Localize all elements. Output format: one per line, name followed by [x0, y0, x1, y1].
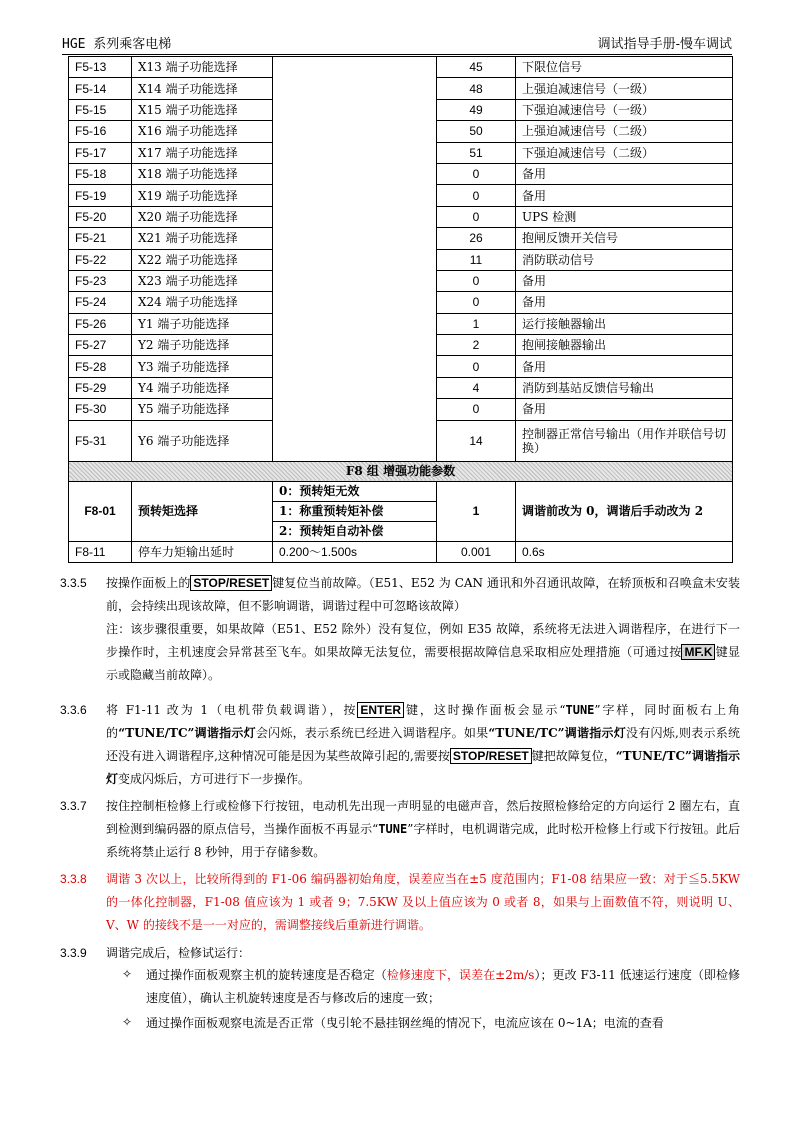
bullet-text: 通过操作面板观察电流是否正常（曳引轮不悬挂钢丝绳的情况下，电流应该在 0~1A；电流的查看: [146, 1016, 664, 1030]
text-run: 变成闪烁后，方可进行下一步操作。: [118, 772, 311, 786]
param-code: F5-26: [69, 313, 132, 334]
text-run: ）；更改 F3-11 低速运行速度（即检修速度值），确认主机旋转速度是否与修改后的速度一致；: [146, 968, 740, 1005]
param-range: 0.200～1.500s: [273, 541, 437, 562]
step-text: 调谐完成后，检修试运行：: [106, 946, 251, 960]
param-description: 调谐前改为 0，调谐后手动改为 2: [516, 481, 733, 541]
enter-key: ENTER: [357, 702, 404, 718]
param-value: 0: [437, 185, 516, 206]
param-value: 26: [437, 228, 516, 249]
text-run: 键把故障复位，: [531, 749, 616, 763]
param-code: F8-01: [69, 481, 132, 541]
param-code: F8-11: [69, 541, 132, 562]
bullet-icon: ✧: [122, 967, 133, 981]
param-value: 1: [437, 313, 516, 334]
param-value: 4: [437, 377, 516, 398]
bullet-icon: ✧: [122, 1015, 133, 1029]
step-text: [106, 795, 740, 864]
stop-reset-key: STOP/RESET: [190, 575, 272, 591]
param-code: F5-24: [69, 292, 132, 313]
param-description: 上强迫减速信号（二级）: [516, 121, 733, 142]
param-range-empty: [273, 57, 437, 462]
param-code: F5-17: [69, 142, 132, 163]
header-chapter: 调试指导手册-慢车调试: [597, 37, 732, 52]
param-unit: 0.001: [437, 541, 516, 562]
param-code: F5-21: [69, 228, 132, 249]
table-row: [69, 541, 733, 562]
text-run: 将 F1-11 改为 1（电机带负载调谐），按: [106, 703, 358, 717]
param-value: 45: [437, 57, 516, 78]
param-code: F5-28: [69, 356, 132, 377]
param-option: 0：预转矩无效: [273, 481, 437, 501]
text-run: ”字样时，电机调谐完成，此时松开检修上行或下行按钮。此后系统将禁止运行 8 秒钟，用于存储参数。: [106, 822, 741, 859]
param-name: X24 端子功能选择: [132, 292, 273, 313]
param-code: F5-19: [69, 185, 132, 206]
step-number: 3.3.5: [60, 576, 87, 590]
param-description: 下强迫减速信号（一级）: [516, 99, 733, 120]
param-code: F5-30: [69, 399, 132, 420]
param-value: 1: [437, 481, 516, 541]
param-name: X18 端子功能选择: [132, 163, 273, 184]
param-value: 11: [437, 249, 516, 270]
text-run: ”字样，同时面板右上角的: [106, 703, 740, 740]
param-name: 预转矩选择: [132, 481, 273, 541]
param-name: X23 端子功能选择: [132, 270, 273, 291]
param-value: 0: [437, 206, 516, 227]
mfk-key: MF.K: [681, 644, 715, 660]
param-description: 备用: [516, 163, 733, 184]
param-code: F5-14: [69, 78, 132, 99]
text-run: 键，这时操作面板会显示“: [404, 703, 566, 717]
param-description: 下强迫减速信号（二级）: [516, 142, 733, 163]
param-value: 0: [437, 163, 516, 184]
tune-tc-indicator: “TUNE/TC”调谐指示灯: [118, 726, 256, 740]
parameter-table: [68, 56, 733, 563]
param-name: Y1 端子功能选择: [132, 313, 273, 334]
group-header-row: [69, 461, 733, 481]
param-description: 抱闸反馈开关信号: [516, 228, 733, 249]
param-value: 0.6s: [516, 541, 733, 562]
table-row: [69, 481, 733, 501]
param-code: F5-15: [69, 99, 132, 120]
param-description: 下限位信号: [516, 57, 733, 78]
param-name: Y5 端子功能选择: [132, 399, 273, 420]
text-run: 没有闪烁,则表示系统还没有进入调谐程序,这种情况可能是因为某些故障引起的,需要按: [106, 726, 740, 763]
param-option: 2：预转矩自动补偿: [273, 521, 437, 541]
param-name: X17 端子功能选择: [132, 142, 273, 163]
note-text: 注：该步骤很重要，如果故障（E51、E52 除外）没有复位，例如 E35 故障，系统将无法进入调谐程序，在进行下一步操作时，主机速度会异常甚至飞车。如果故障无法复位，需要根据故障信息采取相应处理措施（可通过按: [106, 622, 740, 659]
text-run: 键复位当前故障。（E51、E52 为 CAN 通讯和外召通讯故障，在轿顶板和召唤盒未安装前，会持续出现该故障，但不影响调谐，调谐过程中可忽略该故障）: [106, 576, 740, 613]
page-header: [62, 36, 732, 55]
step-number: 3.3.7: [60, 799, 87, 813]
param-code: F5-20: [69, 206, 132, 227]
param-description: 控制器正常信号输出（用作并联信号切换）: [516, 420, 733, 461]
step-text: [106, 699, 740, 791]
param-value: 0: [437, 356, 516, 377]
param-code: F5-13: [69, 57, 132, 78]
param-name: 停车力矩输出延时: [132, 541, 273, 562]
param-code: F5-27: [69, 335, 132, 356]
param-name: X20 端子功能选择: [132, 206, 273, 227]
tune-display: TUNE: [565, 703, 595, 717]
param-name: X19 端子功能选择: [132, 185, 273, 206]
param-name: Y3 端子功能选择: [132, 356, 273, 377]
step-text: [106, 572, 740, 687]
param-name: Y4 端子功能选择: [132, 377, 273, 398]
stop-reset-key: STOP/RESET: [450, 748, 532, 764]
param-name: X14 端子功能选择: [132, 78, 273, 99]
param-description: 备用: [516, 270, 733, 291]
param-value: 14: [437, 420, 516, 461]
text-run: 按操作面板上的: [106, 576, 191, 590]
param-code: F5-29: [69, 377, 132, 398]
param-value: 50: [437, 121, 516, 142]
param-description: 消防联动信号: [516, 249, 733, 270]
note-text: 键显示或隐藏当前故障）。: [106, 645, 740, 682]
param-value: 0: [437, 399, 516, 420]
param-code: F5-23: [69, 270, 132, 291]
parameter-table-body: [69, 57, 733, 563]
param-name: X13 端子功能选择: [132, 57, 273, 78]
header-series: HGE 系列乘客电梯: [62, 37, 172, 52]
tune-tc-indicator: “TUNE/TC”调谐指示灯: [488, 726, 626, 740]
param-code: F5-16: [69, 121, 132, 142]
table-row: [69, 57, 733, 78]
param-name: X16 端子功能选择: [132, 121, 273, 142]
param-name: X21 端子功能选择: [132, 228, 273, 249]
bullet-text: [146, 964, 740, 1010]
param-description: UPS 检测: [516, 206, 733, 227]
step-text: 调谐 3 次以上，比较所得到的 F1-06 编码器初始角度，误差应当在±5 度范围内；F1-08 结果应一致：对于≦5.5KW 的一体化控制器，F1-08 值应该为 1 或者 9；7.5KW 及以上值应该为 0 或者 8，如果与上面数值不符，则说明 U、V、W 的接线不是一一对应的，需调整接线后重新进行调谐。: [106, 872, 740, 932]
param-description: 备用: [516, 185, 733, 206]
param-code: F5-22: [69, 249, 132, 270]
param-name: X22 端子功能选择: [132, 249, 273, 270]
param-description: 上强迫减速信号（一级）: [516, 78, 733, 99]
tune-display: TUNE: [378, 822, 408, 836]
param-value: 49: [437, 99, 516, 120]
param-value: 2: [437, 335, 516, 356]
param-code: F5-18: [69, 163, 132, 184]
param-value: 51: [437, 142, 516, 163]
param-description: 备用: [516, 399, 733, 420]
param-name: X15 端子功能选择: [132, 99, 273, 120]
param-code: F5-31: [69, 420, 132, 461]
step-number: 3.3.8: [60, 872, 87, 886]
param-name: Y2 端子功能选择: [132, 335, 273, 356]
param-name: Y6 端子功能选择: [132, 420, 273, 461]
param-value: 0: [437, 292, 516, 313]
param-option: 1：称重预转矩补偿: [273, 501, 437, 521]
param-description: 备用: [516, 356, 733, 377]
param-description: 备用: [516, 292, 733, 313]
text-run: 按住控制柜检修上行或检修下行按钮，电动机先出现一声明显的电磁声音，然后按照检修给定的方向运行 2 圈左右，直到检测到编码器的原点信号，当操作面板不再显示“: [106, 799, 740, 836]
param-value: 48: [437, 78, 516, 99]
step-number: 3.3.9: [60, 946, 87, 960]
text-run: 通过操作面板观察主机的旋转速度是否稳定（: [146, 968, 387, 982]
param-description: 运行接触器输出: [516, 313, 733, 334]
group-title: F8 组 增强功能参数: [69, 461, 733, 481]
param-description: 消防到基站反馈信号输出: [516, 377, 733, 398]
text-run: 会闪烁，表示系统已经进入调谐程序。如果: [255, 726, 489, 740]
step-number: 3.3.6: [60, 703, 87, 717]
highlight-text: 检修速度下，误差在±2m/s: [386, 968, 535, 982]
tune-tc-indicator: “TUNE/TC”调谐指示灯: [106, 749, 740, 786]
param-value: 0: [437, 270, 516, 291]
param-description: 抱闸接触器输出: [516, 335, 733, 356]
